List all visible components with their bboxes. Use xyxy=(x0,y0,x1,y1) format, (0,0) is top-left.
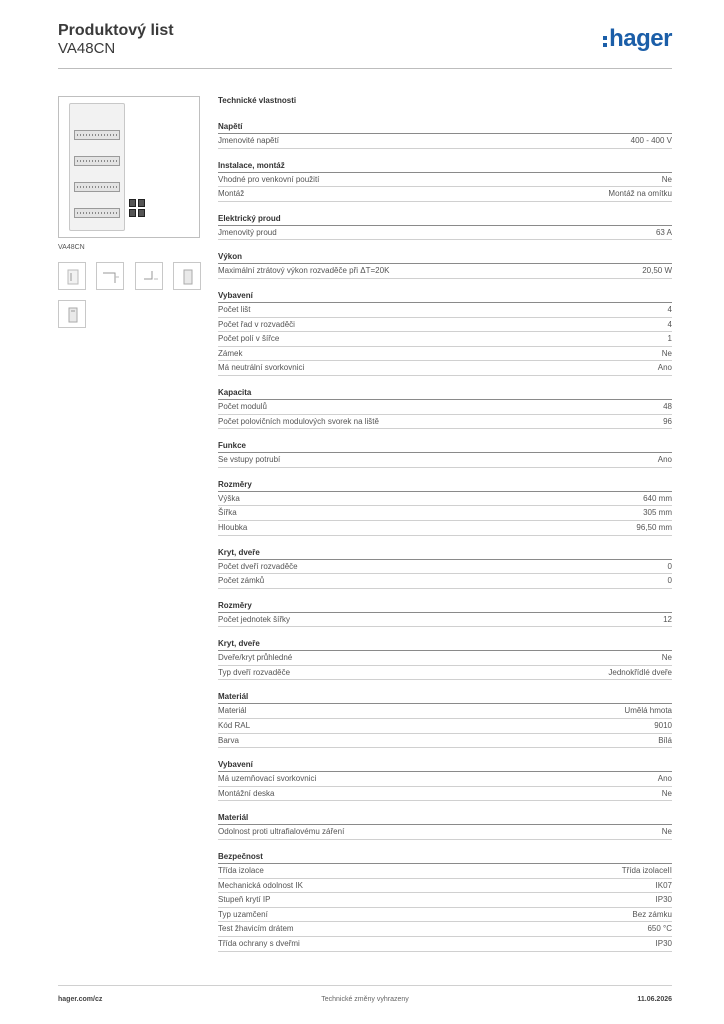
spec-row xyxy=(218,187,672,202)
spec-label: Jmenovitý proud xyxy=(218,227,277,237)
product-code: VA48CN xyxy=(58,40,116,57)
spec-value: 4 xyxy=(667,304,672,314)
spec-section-heading: Materiál xyxy=(218,811,672,825)
spec-section-heading: Elektrický proud xyxy=(218,212,672,226)
spec-section xyxy=(218,159,672,202)
spec-row xyxy=(218,879,672,894)
spec-row xyxy=(218,347,672,362)
hager-logo xyxy=(603,26,672,52)
spec-row xyxy=(218,303,672,318)
spec-label: Počet řad v rozvaděči xyxy=(218,319,295,329)
spec-row xyxy=(218,922,672,937)
spec-value: Jednokřídlé dveře xyxy=(608,667,672,677)
spec-section-heading: Kryt, dveře xyxy=(218,546,672,560)
spec-label: Počet modulů xyxy=(218,401,267,411)
spec-section-heading: Rozměry xyxy=(218,478,672,492)
spec-value: 4 xyxy=(667,319,672,329)
spec-label: Výška xyxy=(218,493,240,503)
logo-text: hager xyxy=(609,25,672,52)
spec-section xyxy=(218,850,672,952)
footer-disclaimer: Technické změny vyhrazeny xyxy=(321,996,409,1003)
spec-value: IP30 xyxy=(655,895,672,905)
spec-value: Bez zámku xyxy=(632,909,672,919)
spec-label: Šířka xyxy=(218,508,237,518)
spec-row xyxy=(218,704,672,719)
spec-section-heading: Funkce xyxy=(218,439,672,453)
spec-label: Má uzemňovací svorkovnici xyxy=(218,774,317,784)
spec-label: Montáž xyxy=(218,189,245,199)
logo-dots-icon xyxy=(603,36,607,47)
thumbnail-detail-view[interactable] xyxy=(58,300,86,328)
terminal-block xyxy=(138,199,145,207)
spec-row xyxy=(218,666,672,681)
spec-label: Počet jednotek šířky xyxy=(218,614,291,624)
din-rail-row xyxy=(74,208,120,218)
specs-title: Technické vlastnosti xyxy=(218,96,297,105)
spec-row xyxy=(218,787,672,802)
page-footer xyxy=(58,996,672,1008)
spec-value: 1 xyxy=(667,334,672,344)
spec-row xyxy=(218,415,672,430)
distribution-board-picture xyxy=(69,103,125,231)
spec-label: Dveře/kryt průhledné xyxy=(218,653,293,663)
thumbnail-mount-view[interactable] xyxy=(135,262,163,290)
spec-section-heading: Kryt, dveře xyxy=(218,637,672,651)
spec-row xyxy=(218,226,672,241)
spec-row xyxy=(218,560,672,575)
technical-specifications xyxy=(218,96,672,952)
spec-value: Ano xyxy=(657,455,672,465)
image-caption: VA48CN xyxy=(58,244,85,251)
thumbnail-front-view[interactable] xyxy=(58,262,86,290)
spec-row xyxy=(218,264,672,279)
spec-value: 9010 xyxy=(654,721,672,731)
spec-row xyxy=(218,893,672,908)
spec-value: 0 xyxy=(667,576,672,586)
header-divider xyxy=(58,68,672,69)
footer-website[interactable]: hager.com/cz xyxy=(58,996,103,1003)
spec-row xyxy=(218,492,672,507)
document-title: Produktový list xyxy=(58,22,174,39)
spec-section-heading: Instalace, montáž xyxy=(218,159,672,173)
spec-section xyxy=(218,758,672,801)
spec-label: Počet polí v šířce xyxy=(218,334,280,344)
page-header xyxy=(58,20,672,70)
spec-value: Ne xyxy=(661,348,672,358)
spec-value: 305 mm xyxy=(643,508,672,518)
spec-row xyxy=(218,361,672,376)
spec-value: 48 xyxy=(663,401,672,411)
spec-label: Počet zámků xyxy=(218,576,265,586)
spec-row xyxy=(218,453,672,468)
spec-label: Jmenovité napětí xyxy=(218,136,279,145)
spec-section-heading: Napětí xyxy=(218,120,672,134)
spec-section xyxy=(218,386,672,429)
spec-value: 400 - 400 V xyxy=(630,136,672,145)
spec-label: Třída izolace xyxy=(218,866,264,876)
spec-label: Materiál xyxy=(218,706,247,716)
spec-row xyxy=(218,173,672,188)
spec-label: Vhodné pro venkovní použití xyxy=(218,174,320,184)
spec-row xyxy=(218,574,672,589)
spec-section xyxy=(218,120,672,149)
spec-row xyxy=(218,318,672,333)
thumbnail-side-view[interactable] xyxy=(96,262,124,290)
product-image xyxy=(58,96,200,238)
spec-label: Zámek xyxy=(218,348,243,358)
spec-value: 640 mm xyxy=(643,493,672,503)
spec-label: Typ uzamčení xyxy=(218,909,268,919)
spec-row xyxy=(218,825,672,840)
spec-label: Počet lišt xyxy=(218,304,251,314)
spec-label: Počet dveří rozvaděče xyxy=(218,561,298,571)
spec-label: Kód RAL xyxy=(218,721,251,731)
spec-row xyxy=(218,772,672,787)
footer-divider xyxy=(58,985,672,986)
spec-row xyxy=(218,864,672,879)
spec-value: Ano xyxy=(657,774,672,784)
spec-value: Ano xyxy=(657,363,672,373)
spec-section-heading: Výkon xyxy=(218,250,672,264)
spec-value: IK07 xyxy=(655,880,672,890)
spec-label: Barva xyxy=(218,735,239,745)
spec-value: 20,50 W xyxy=(642,266,672,276)
spec-label: Montážní deska xyxy=(218,788,275,798)
spec-value: Montáž na omítku xyxy=(608,189,672,199)
spec-section xyxy=(218,439,672,468)
terminal-block xyxy=(138,209,145,217)
spec-label: Počet polovičních modulových svorek na liště xyxy=(218,416,379,426)
spec-label: Hloubka xyxy=(218,522,248,532)
spec-row xyxy=(218,908,672,923)
spec-section xyxy=(218,289,672,376)
spec-value: Třída izolaceII xyxy=(621,866,672,876)
footer-date: 11.06.2026 xyxy=(637,996,672,1003)
spec-section-heading: Bezpečnost xyxy=(218,850,672,864)
spec-value: 96 xyxy=(663,416,672,426)
spec-row xyxy=(218,613,672,628)
spec-row xyxy=(218,937,672,952)
spec-section xyxy=(218,546,672,589)
spec-section xyxy=(218,599,672,628)
spec-row xyxy=(218,734,672,749)
spec-value: 650 °C xyxy=(647,924,672,934)
din-rail-row xyxy=(74,182,120,192)
spec-value: Ne xyxy=(661,788,672,798)
spec-section xyxy=(218,637,672,680)
spec-row xyxy=(218,719,672,734)
spec-row xyxy=(218,400,672,415)
spec-label: Mechanická odolnost IK xyxy=(218,880,303,890)
spec-row xyxy=(218,134,672,149)
spec-value: Ne xyxy=(661,653,672,663)
spec-row xyxy=(218,651,672,666)
din-rail-row xyxy=(74,130,120,140)
spec-section xyxy=(218,212,672,241)
spec-section-heading: Vybavení xyxy=(218,758,672,772)
spec-value: Umělá hmota xyxy=(624,706,672,716)
spec-section xyxy=(218,478,672,536)
spec-value: Ne xyxy=(661,174,672,184)
spec-section-heading: Vybavení xyxy=(218,289,672,303)
spec-section xyxy=(218,690,672,748)
spec-row xyxy=(218,506,672,521)
terminal-block xyxy=(129,199,136,207)
spec-section-heading: Rozměry xyxy=(218,599,672,613)
spec-value: 12 xyxy=(663,614,672,624)
spec-label: Má neutrální svorkovnici xyxy=(218,363,305,373)
spec-value: IP30 xyxy=(655,939,672,948)
spec-section-heading: Kapacita xyxy=(218,386,672,400)
spec-section xyxy=(218,250,672,279)
spec-label: Stupeň krytí IP xyxy=(218,895,271,905)
din-rail-row xyxy=(74,156,120,166)
spec-value: Ne xyxy=(661,827,672,837)
spec-label: Typ dveří rozvaděče xyxy=(218,667,291,677)
terminal-block xyxy=(129,209,136,217)
spec-label: Třída ochrany s dveřmi xyxy=(218,939,300,948)
spec-value: Bílá xyxy=(658,735,672,745)
spec-row xyxy=(218,332,672,347)
spec-value: 0 xyxy=(667,561,672,571)
spec-section xyxy=(218,811,672,840)
spec-label: Maximální ztrátový výkon rozvaděče při ΔT=20K xyxy=(218,266,390,276)
spec-value: 63 A xyxy=(655,227,672,237)
spec-label: Test žhavicím drátem xyxy=(218,924,294,934)
thumbnail-door-view[interactable] xyxy=(173,262,201,290)
spec-row xyxy=(218,521,672,536)
spec-label: Odolnost proti ultrafialovému záření xyxy=(218,827,345,837)
spec-label: Se vstupy potrubí xyxy=(218,455,281,465)
spec-section-heading: Materiál xyxy=(218,690,672,704)
spec-value: 96,50 mm xyxy=(636,522,672,532)
